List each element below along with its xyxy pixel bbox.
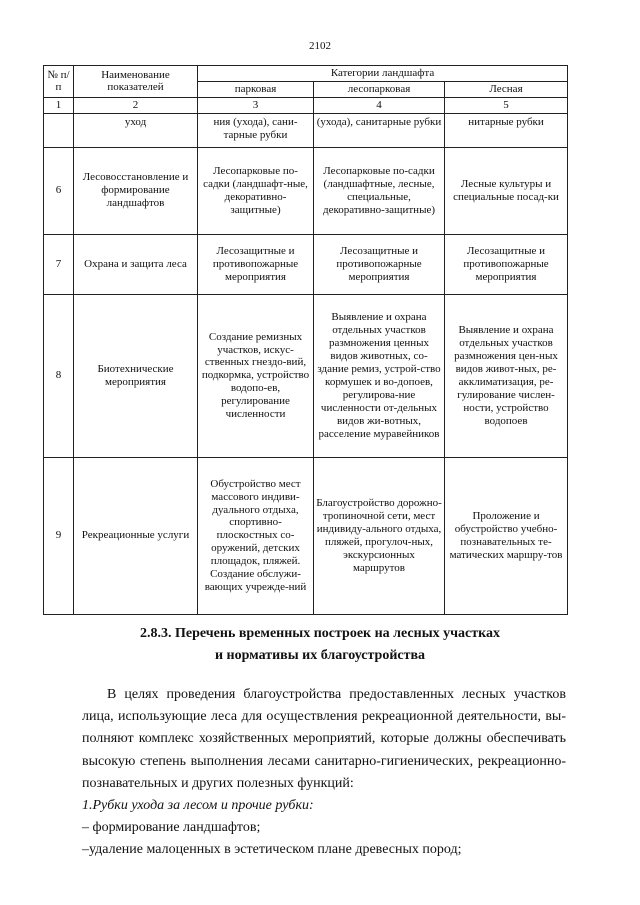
table-row [44, 457, 568, 614]
row-forest-park: (ухода), санитарные рубки [314, 113, 445, 147]
row-forest-park: Выявление и охрана отдельных участков размножения ценных видов животных, со-здание ремиз, устрой-ство кормушек и во-допоев, регулирова-ние численности от-дельных видов жи-вотных, расселение муравейников [314, 294, 445, 457]
list-item: – формирование ландшафтов; [82, 820, 261, 836]
index-cell: 2 [74, 97, 198, 113]
list-item: –удаление малоценных в эстетическом плане древесных пород; [82, 842, 462, 858]
paragraph: В целях проведения благоустройства предоставленных лесных участков лица, использующие леса для осуществления рекреационной деятельности, вы-полняют комплекс хозяйственных мероприятий, которые должны обеспечивать высокую степень выполнения лесами санитарно-гигиенических, рекреационно-познавательных и других полезных функций: [82, 687, 566, 791]
row-park: Лесозащитные и противопожарные мероприятия [198, 234, 314, 294]
header-forest: Лесная [445, 82, 568, 98]
section-heading-line-2: и нормативы их благоустройства [214, 648, 426, 663]
index-cell: 4 [314, 97, 445, 113]
row-number [44, 113, 74, 147]
index-cell: 3 [198, 97, 314, 113]
row-number: 6 [44, 147, 74, 234]
table-row [44, 113, 568, 147]
table-row [44, 234, 568, 294]
row-name: Охрана и защита леса [74, 234, 198, 294]
row-forest: Лесозащитные и противопожарные мероприятия [445, 234, 568, 294]
row-forest: Лесные культуры и специальные посад-ки [445, 147, 568, 234]
header-forest-park: лесопарковая [314, 82, 445, 98]
header-categories: Категории ландшафта [198, 66, 568, 82]
row-forest-park: Благоустройство дорожно-тропиночной сети, мест индивиду-ального отдыха, пляжей, прогулоч-ных, экскурсионных маршрутов [314, 457, 445, 614]
row-name: уход [74, 113, 198, 147]
section-heading [0, 623, 640, 667]
body-text [82, 684, 566, 862]
header-park: парковая [198, 82, 314, 98]
row-name: Биотехнические мероприятия [74, 294, 198, 457]
row-forest: Выявление и охрана отдельных участков размножения цен-ных видов живот-ных, ре-акклиматизация, ре-гулирование числен-ности, устройство водопоев [445, 294, 568, 457]
row-name: Рекреационные услуги [74, 457, 198, 614]
row-forest-park: Лесопарковые по-садки (ландшафтные, лесные, специальные, декоративно-защитные) [314, 147, 445, 234]
row-number: 8 [44, 294, 74, 457]
table-header-row [44, 66, 568, 82]
page-number: 2102 [309, 40, 331, 52]
row-number: 9 [44, 457, 74, 614]
table-row [44, 147, 568, 234]
table-row [44, 294, 568, 457]
row-forest: Проложение и обустройство учебно-познавательных те-матических маршру-тов [445, 457, 568, 614]
section-heading-line-1: 2.8.3. Перечень временных построек на лесных участках [140, 626, 500, 641]
row-number: 7 [44, 234, 74, 294]
row-forest-park: Лесозащитные и противопожарные мероприятия [314, 234, 445, 294]
row-name: Лесовосстановление и формирование ландшафтов [74, 147, 198, 234]
list-title: 1.Рубки ухода за лесом и прочие рубки: [82, 798, 314, 814]
header-name: Наименование показателей [74, 66, 198, 98]
index-cell: 5 [445, 97, 568, 113]
row-park: Обустройство мест массового индиви-дуального отдыха, спортивно-плоскостных со-оружений, детских площадок, пляжей. Создание обслужи-вающих учрежде-ний [198, 457, 314, 614]
table-index-row [44, 97, 568, 113]
row-park: Лесопарковые по-садки (ландшафт-ные, декоративно-защитные) [198, 147, 314, 234]
header-number: № п/п [44, 66, 74, 98]
landscape-categories-table [43, 65, 568, 615]
row-park: Создание ремизных участков, искус-ственных гнездо-вий, подкормка, устройство водопо-ев, регулирование численности [198, 294, 314, 457]
row-park: ния (ухода), сани-тарные рубки [198, 113, 314, 147]
row-forest: нитарные рубки [445, 113, 568, 147]
index-cell: 1 [44, 97, 74, 113]
